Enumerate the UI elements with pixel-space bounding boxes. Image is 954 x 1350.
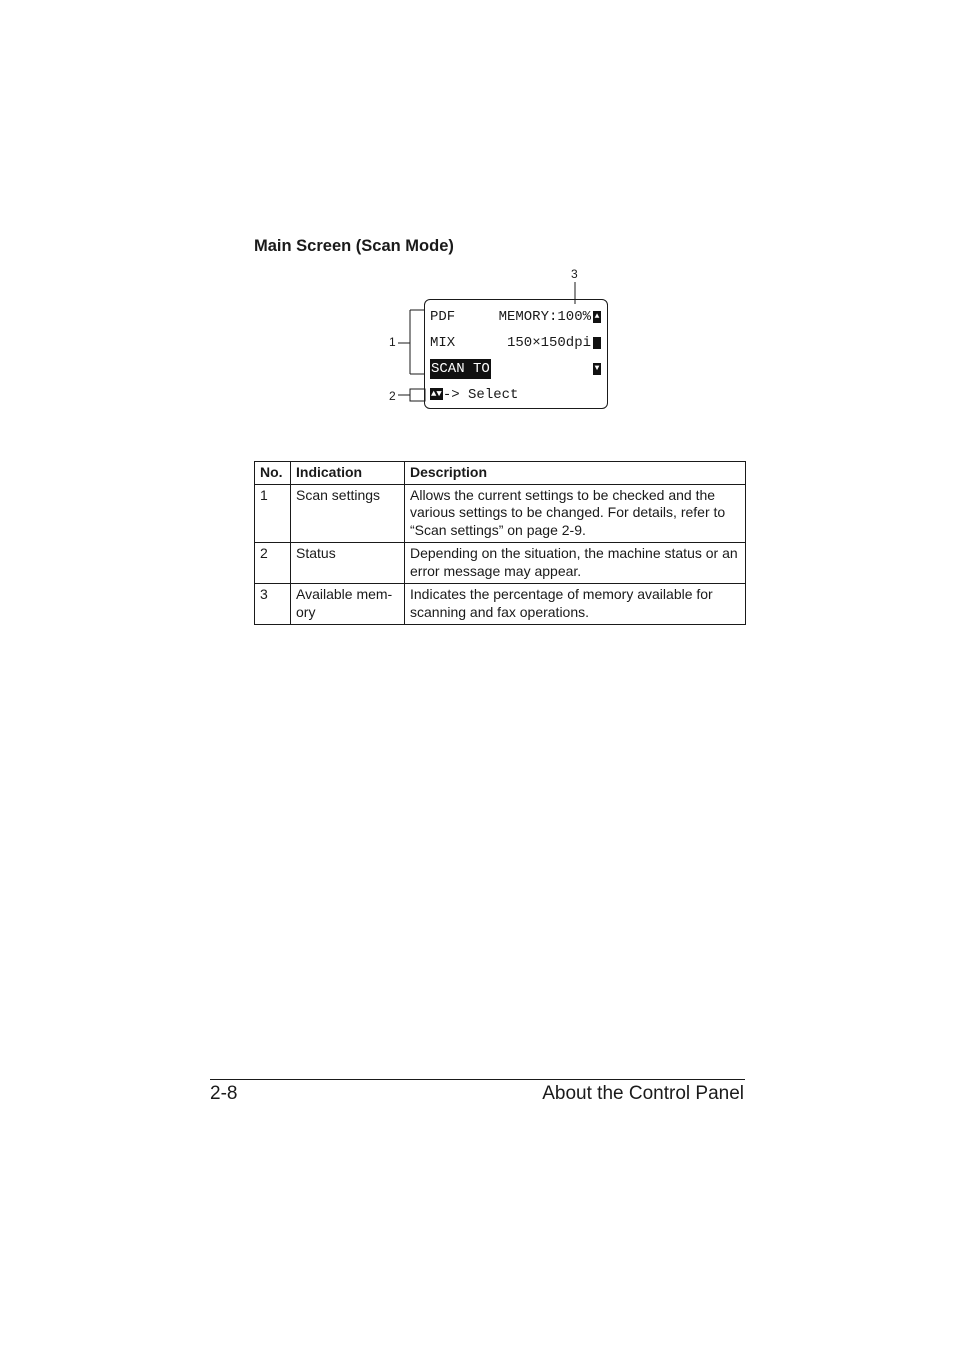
chapter-title: About the Control Panel — [542, 1083, 744, 1104]
cell-no: 3 — [255, 584, 291, 625]
lcd-figure — [380, 262, 620, 422]
lcd-status-text: -> Select — [442, 387, 519, 403]
header-indication: Indication — [291, 462, 405, 485]
up-arrow-icon: ▲ — [594, 312, 600, 321]
header-description: Description — [405, 462, 746, 485]
lcd-file-format: PDF — [430, 309, 456, 325]
table-row — [255, 584, 746, 625]
cell-indication: Status — [291, 543, 405, 584]
cell-no: 1 — [255, 484, 291, 543]
callout-1: 1 — [389, 335, 396, 349]
table-row — [255, 484, 746, 543]
indication-table — [254, 461, 746, 625]
cell-indication: Scan settings — [291, 484, 405, 543]
callout-3: 3 — [571, 267, 578, 281]
lcd-line-3 — [430, 359, 601, 379]
callout-2: 2 — [389, 389, 396, 403]
down-arrow-icon: ▼ — [594, 364, 600, 373]
table-row — [255, 543, 746, 584]
cell-description: Allows the current settings to be checked and the various settings to be changed. For details, refer to “Scan settings” on page 2-9. — [405, 484, 746, 543]
lcd-scan-to: SCAN TO — [431, 361, 490, 377]
cell-indication: Available mem-ory — [291, 584, 405, 625]
lcd-screen — [424, 299, 608, 409]
cell-description: Indicates the percentage of memory available for scanning and fax operations. — [405, 584, 746, 625]
lcd-resolution: 150×150dpi — [506, 335, 591, 351]
lcd-line-4 — [430, 385, 601, 405]
lcd-line-2 — [430, 333, 601, 353]
lcd-status — [430, 385, 518, 405]
page-number: 2-8 — [210, 1083, 238, 1104]
footer-rule — [210, 1079, 745, 1080]
lcd-color-mode: MIX — [430, 335, 456, 351]
up-down-arrows-icon: ▲▼ — [431, 389, 442, 399]
section-heading: Main Screen (Scan Mode) — [254, 237, 454, 255]
lcd-line-1 — [430, 307, 601, 327]
table-header-row — [255, 462, 746, 485]
scroll-block-icon — [593, 337, 601, 349]
cell-description: Depending on the situation, the machine status or an error message may appear. — [405, 543, 746, 584]
lcd-memory: MEMORY:100% — [498, 309, 591, 325]
header-no: No. — [255, 462, 291, 485]
cell-no: 2 — [255, 543, 291, 584]
